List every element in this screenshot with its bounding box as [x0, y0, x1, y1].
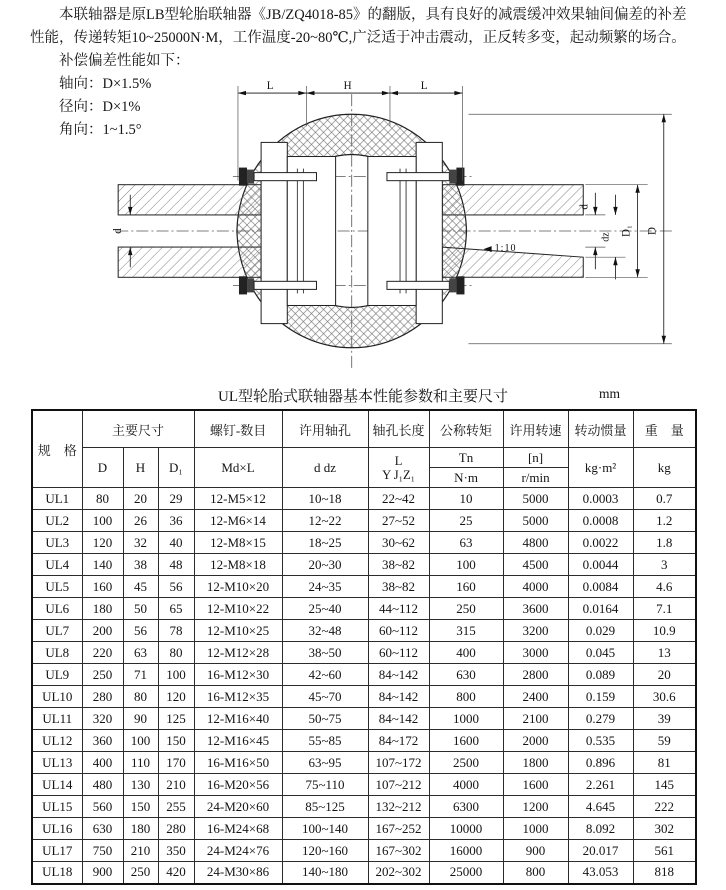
- table-cell: 2000: [503, 730, 568, 752]
- table-cell: 12~22: [282, 510, 368, 532]
- table-cell: 107~212: [368, 774, 429, 796]
- dim-label-l-right: L: [420, 80, 428, 93]
- table-cell: 20: [123, 488, 158, 510]
- table-cell: 12-M10×20: [194, 576, 282, 598]
- table-cell: 84~142: [368, 686, 429, 708]
- table-cell: 5000: [503, 510, 568, 532]
- table-cell: 100: [82, 510, 123, 532]
- table-cell: 10000: [429, 818, 503, 840]
- table-cell: 400: [82, 752, 123, 774]
- table-cell: 250: [429, 598, 503, 620]
- table-cell: 250: [123, 862, 158, 884]
- table-cell: 4000: [429, 774, 503, 796]
- table-cell: 60~112: [368, 642, 429, 664]
- table-cell: 16-M16×50: [194, 752, 282, 774]
- col-header-speed: 许用转速: [503, 410, 568, 448]
- table-row: [32, 840, 696, 862]
- table-cell: 150: [123, 796, 158, 818]
- dim-label-dz: dz: [600, 232, 612, 242]
- table-cell: UL9: [32, 664, 82, 686]
- table-unit: mm: [599, 386, 621, 401]
- table-cell: 20.017: [568, 840, 633, 862]
- table-title-bar: [31, 385, 695, 406]
- table-row: [32, 752, 696, 774]
- table-row: [32, 554, 696, 576]
- col-header-speed-sym: [n]: [503, 448, 568, 468]
- table-cell: 1.2: [633, 510, 696, 532]
- table-cell: UL17: [32, 840, 82, 862]
- table-cell: 222: [633, 796, 696, 818]
- table-cell: 16-M24×68: [194, 818, 282, 840]
- table-cell: 350: [158, 840, 194, 862]
- table-cell: 170: [158, 752, 194, 774]
- table-title: UL型轮胎式联轴器基本性能参数和主要尺寸: [218, 389, 508, 405]
- table-row: [32, 598, 696, 620]
- table-cell: 250: [82, 664, 123, 686]
- table-cell: 2.261: [568, 774, 633, 796]
- table-cell: 140: [82, 554, 123, 576]
- table-row: [32, 664, 696, 686]
- table-cell: 0.0164: [568, 598, 633, 620]
- table-row: [32, 708, 696, 730]
- compensation-radial: 径向：D×1%: [59, 99, 141, 115]
- table-cell: 120: [158, 686, 194, 708]
- table-cell: 0.0084: [568, 576, 633, 598]
- table-cell: 85~125: [282, 796, 368, 818]
- col-header-screws: 螺钉-数目: [194, 410, 282, 448]
- table-cell: 25000: [429, 862, 503, 884]
- table-cell: 2400: [503, 686, 568, 708]
- table-row: [32, 642, 696, 664]
- table-cell: 107~172: [368, 752, 429, 774]
- table-cell: UL6: [32, 598, 82, 620]
- table-cell: 2800: [503, 664, 568, 686]
- table-cell: 4800: [503, 532, 568, 554]
- table-cell: 12-M16×40: [194, 708, 282, 730]
- table-cell: 0.535: [568, 730, 633, 752]
- table-cell: 56: [123, 620, 158, 642]
- table-cell: 63: [429, 532, 503, 554]
- table-cell: 59: [633, 730, 696, 752]
- table-cell: 1800: [503, 752, 568, 774]
- table-body: [32, 488, 696, 884]
- table-cell: 4500: [503, 554, 568, 576]
- table-cell: 48: [158, 554, 194, 576]
- table-cell: 16-M20×56: [194, 774, 282, 796]
- table-cell: UL3: [32, 532, 82, 554]
- col-header-torque-unit: N·m: [429, 468, 503, 488]
- table-cell: 43.053: [568, 862, 633, 884]
- table-cell: 3200: [503, 620, 568, 642]
- table-row: [32, 774, 696, 796]
- table-cell: 3: [633, 554, 696, 576]
- table-cell: 2100: [503, 708, 568, 730]
- table-cell: 210: [123, 840, 158, 862]
- table-cell: 120~160: [282, 840, 368, 862]
- table-cell: 1600: [503, 774, 568, 796]
- table-cell: 0.0022: [568, 532, 633, 554]
- table-header: [32, 410, 696, 488]
- dim-label-d-left: d: [112, 228, 125, 234]
- table-cell: 132~212: [368, 796, 429, 818]
- compensation-angular: 角向：1~1.5°: [59, 122, 142, 138]
- col-header-inertia: 转动惯量: [568, 410, 633, 448]
- table-cell: 4.645: [568, 796, 633, 818]
- table-cell: 13: [633, 642, 696, 664]
- table-cell: 210: [158, 774, 194, 796]
- table-cell: 16-M12×30: [194, 664, 282, 686]
- compensation-axial: 轴向：D×1.5%: [59, 76, 152, 92]
- table-cell: 56: [158, 576, 194, 598]
- table-cell: 25: [429, 510, 503, 532]
- dim-label-d-outer: D: [646, 227, 659, 235]
- table-row: [32, 862, 696, 884]
- table-row: [32, 818, 696, 840]
- table-cell: 22~42: [368, 488, 429, 510]
- table-cell: 42~60: [282, 664, 368, 686]
- table-cell: 0.159: [568, 686, 633, 708]
- table-cell: 3600: [503, 598, 568, 620]
- table-cell: 110: [123, 752, 158, 774]
- table-cell: 40: [158, 532, 194, 554]
- table-cell: 7.1: [633, 598, 696, 620]
- col-header-torque: 公称转矩: [429, 410, 503, 448]
- table-cell: 32~48: [282, 620, 368, 642]
- table-cell: 38~82: [368, 554, 429, 576]
- table-cell: 84~172: [368, 730, 429, 752]
- table-cell: 78: [158, 620, 194, 642]
- table-cell: 38~50: [282, 642, 368, 664]
- table-cell: 0.279: [568, 708, 633, 730]
- table-cell: 38~82: [368, 576, 429, 598]
- dim-label-d-right: d: [578, 204, 591, 210]
- table-cell: 900: [503, 840, 568, 862]
- table-cell: 560: [82, 796, 123, 818]
- table-cell: 60~112: [368, 620, 429, 642]
- table-cell: 180: [82, 598, 123, 620]
- table-cell: 24~35: [282, 576, 368, 598]
- table-cell: 125: [158, 708, 194, 730]
- table-cell: 280: [158, 818, 194, 840]
- table-cell: 84~142: [368, 708, 429, 730]
- table-cell: UL13: [32, 752, 82, 774]
- table-cell: 50~75: [282, 708, 368, 730]
- table-cell: UL2: [32, 510, 82, 532]
- table-cell: 63~95: [282, 752, 368, 774]
- table-cell: 16000: [429, 840, 503, 862]
- bore-len-codes: Y J₁Z₁: [382, 467, 415, 482]
- table-cell: 5000: [503, 488, 568, 510]
- table-cell: 167~252: [368, 818, 429, 840]
- table-cell: 84~142: [368, 664, 429, 686]
- table-cell: 255: [158, 796, 194, 818]
- table-cell: UL12: [32, 730, 82, 752]
- table-cell: 150: [158, 730, 194, 752]
- table-cell: 39: [633, 708, 696, 730]
- table-cell: 32: [123, 532, 158, 554]
- table-cell: UL7: [32, 620, 82, 642]
- col-header-d: D: [82, 448, 123, 488]
- table-cell: 18~25: [282, 532, 368, 554]
- table-cell: 71: [123, 664, 158, 686]
- table-row: [32, 730, 696, 752]
- col-header-d1: D₁: [158, 448, 194, 488]
- col-header-bore-spec: d dz: [282, 448, 368, 488]
- dim-label-l-left: L: [266, 80, 274, 93]
- coupling-cross-section-diagram: [110, 80, 680, 382]
- table-cell: 2500: [429, 752, 503, 774]
- table-cell: 29: [158, 488, 194, 510]
- compensation-title: 补偿偏差性能如下：: [59, 53, 190, 69]
- table-cell: 50: [123, 598, 158, 620]
- table-cell: 12-M12×28: [194, 642, 282, 664]
- table-cell: 0.7: [633, 488, 696, 510]
- table-cell: UL18: [32, 862, 82, 884]
- col-header-main-dims: 主要尺寸: [82, 410, 194, 448]
- table-cell: UL4: [32, 554, 82, 576]
- table-cell: 200: [82, 620, 123, 642]
- table-cell: 44~112: [368, 598, 429, 620]
- table-cell: 20: [633, 664, 696, 686]
- table-cell: 220: [82, 642, 123, 664]
- table-cell: 480: [82, 774, 123, 796]
- table-cell: 75~110: [282, 774, 368, 796]
- col-header-inertia-unit: kg·m²: [568, 448, 633, 488]
- table-cell: 900: [82, 862, 123, 884]
- dim-label-d1: D₁: [620, 225, 633, 237]
- table-cell: 24-M30×86: [194, 862, 282, 884]
- table-cell: 4.6: [633, 576, 696, 598]
- table-cell: 24-M20×60: [194, 796, 282, 818]
- col-header-weight: 重 量: [633, 410, 696, 448]
- col-header-bore: 许用轴孔: [282, 410, 368, 448]
- table-cell: 800: [429, 686, 503, 708]
- table-cell: 400: [429, 642, 503, 664]
- table-cell: 1000: [429, 708, 503, 730]
- table-cell: 160: [429, 576, 503, 598]
- table-cell: UL10: [32, 686, 82, 708]
- table-cell: UL14: [32, 774, 82, 796]
- table-cell: 420: [158, 862, 194, 884]
- table-cell: 27~52: [368, 510, 429, 532]
- table-cell: 30.6: [633, 686, 696, 708]
- dim-label-h: H: [343, 80, 352, 93]
- table-cell: 26: [123, 510, 158, 532]
- table-cell: 360: [82, 730, 123, 752]
- table-cell: 167~302: [368, 840, 429, 862]
- table-cell: 3000: [503, 642, 568, 664]
- table-cell: 140~180: [282, 862, 368, 884]
- table-cell: 120: [82, 532, 123, 554]
- dimension-right-group: [468, 114, 671, 344]
- table-cell: 0.0003: [568, 488, 633, 510]
- table-cell: 320: [82, 708, 123, 730]
- table-cell: 8.092: [568, 818, 633, 840]
- table-cell: 45~70: [282, 686, 368, 708]
- col-header-bore-len: 轴孔长度: [368, 410, 429, 448]
- table-cell: 800: [503, 862, 568, 884]
- table-cell: 25~40: [282, 598, 368, 620]
- col-header-speed-unit: r/min: [503, 468, 568, 488]
- table-cell: 0.0008: [568, 510, 633, 532]
- table-cell: 0.089: [568, 664, 633, 686]
- table-cell: UL15: [32, 796, 82, 818]
- table-cell: 65: [158, 598, 194, 620]
- table-cell: 180: [123, 818, 158, 840]
- table-row: [32, 510, 696, 532]
- table-cell: 80: [82, 488, 123, 510]
- table-cell: 0.0044: [568, 554, 633, 576]
- table-cell: UL8: [32, 642, 82, 664]
- table-cell: 12-M10×25: [194, 620, 282, 642]
- table-cell: 630: [82, 818, 123, 840]
- col-header-bore-len-sub: [368, 448, 429, 488]
- table-row: [32, 576, 696, 598]
- coupling-drawing-svg: [110, 80, 680, 382]
- table-cell: 100~140: [282, 818, 368, 840]
- table-cell: 0.029: [568, 620, 633, 642]
- table-cell: UL5: [32, 576, 82, 598]
- table-cell: UL16: [32, 818, 82, 840]
- table-cell: 10: [429, 488, 503, 510]
- table-cell: 145: [633, 774, 696, 796]
- table-cell: 1600: [429, 730, 503, 752]
- table-cell: 4000: [503, 576, 568, 598]
- table-cell: 315: [429, 620, 503, 642]
- table-cell: 45: [123, 576, 158, 598]
- table-cell: 100: [123, 730, 158, 752]
- table-cell: 63: [123, 642, 158, 664]
- table-cell: 6300: [429, 796, 503, 818]
- table-cell: 24-M24×76: [194, 840, 282, 862]
- table-cell: 16-M12×35: [194, 686, 282, 708]
- table-cell: 12-M16×45: [194, 730, 282, 752]
- table-cell: 90: [123, 708, 158, 730]
- table-cell: 0.896: [568, 752, 633, 774]
- table-cell: 630: [429, 664, 503, 686]
- table-cell: 818: [633, 862, 696, 884]
- col-header-h: H: [123, 448, 158, 488]
- table-cell: 130: [123, 774, 158, 796]
- table-cell: 302: [633, 818, 696, 840]
- table-row: [32, 488, 696, 510]
- table-cell: 10.9: [633, 620, 696, 642]
- table-row: [32, 532, 696, 554]
- table-cell: 160: [82, 576, 123, 598]
- table-row: [32, 796, 696, 818]
- col-header-spec: 规 格: [32, 410, 82, 488]
- table-cell: 80: [158, 642, 194, 664]
- table-cell: 12-M8×18: [194, 554, 282, 576]
- intro-paragraph: 本联轴器是原LB型轮胎联轴器《JB/ZQ4018-85》的翻版，具有良好的减震缓冲效果轴间偏差的补差性能，传递转矩10~25000N·M，工作温度-20~80℃,广泛适于冲击震动，正反转多变，起动频繁的场合。: [30, 7, 687, 46]
- table-cell: 12-M10×22: [194, 598, 282, 620]
- table-cell: 12-M8×15: [194, 532, 282, 554]
- table-cell: 100: [158, 664, 194, 686]
- table-cell: UL1: [32, 488, 82, 510]
- table-cell: 1.8: [633, 532, 696, 554]
- table-cell: UL11: [32, 708, 82, 730]
- table-cell: 561: [633, 840, 696, 862]
- table-row: [32, 620, 696, 642]
- table-cell: 1000: [503, 818, 568, 840]
- table-cell: 36: [158, 510, 194, 532]
- table-cell: 750: [82, 840, 123, 862]
- table-cell: 280: [82, 686, 123, 708]
- parameters-table: [31, 409, 697, 885]
- taper-label: 1:10: [494, 243, 517, 255]
- table-cell: 12-M5×12: [194, 488, 282, 510]
- table-cell: 0.045: [568, 642, 633, 664]
- table-cell: 20~30: [282, 554, 368, 576]
- table-cell: 10~18: [282, 488, 368, 510]
- table-row: [32, 686, 696, 708]
- bore-len-l: L: [394, 453, 403, 468]
- table-cell: 80: [123, 686, 158, 708]
- table-cell: 30~62: [368, 532, 429, 554]
- table-cell: 12-M6×14: [194, 510, 282, 532]
- col-header-torque-sym: Tn: [429, 448, 503, 468]
- table-cell: 202~302: [368, 862, 429, 884]
- col-header-screw-spec: Md×L: [194, 448, 282, 488]
- table-cell: 38: [123, 554, 158, 576]
- table-cell: 55~85: [282, 730, 368, 752]
- table-cell: 100: [429, 554, 503, 576]
- table-cell: 1200: [503, 796, 568, 818]
- col-header-weight-unit: kg: [633, 448, 696, 488]
- table-cell: 81: [633, 752, 696, 774]
